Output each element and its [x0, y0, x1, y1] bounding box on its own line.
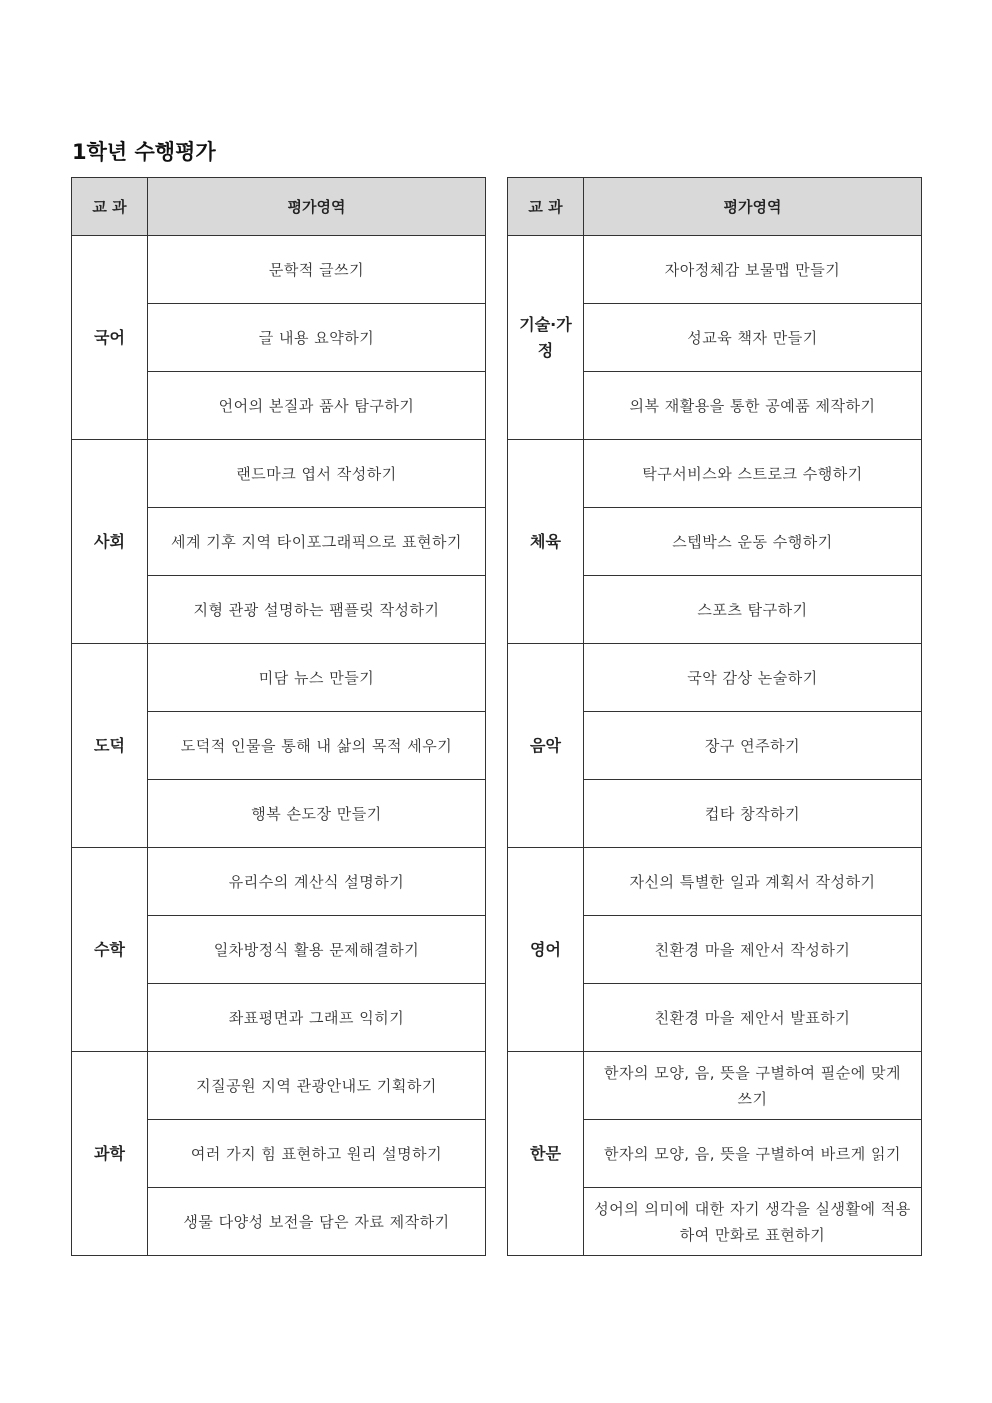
- table-row: [72, 848, 486, 916]
- area-cell: 랜드마크 엽서 작성하기: [148, 440, 486, 508]
- area-cell: 세계 기후 지역 타이포그래픽으로 표현하기: [148, 508, 486, 576]
- table-row: [508, 236, 922, 304]
- area-cell: 자신의 특별한 일과 계획서 작성하기: [584, 848, 922, 916]
- subject-cell: 음악: [508, 644, 584, 848]
- area-cell: 친환경 마을 제안서 작성하기: [584, 916, 922, 984]
- table-row: [508, 644, 922, 712]
- area-cell: 언어의 본질과 품사 탐구하기: [148, 372, 486, 440]
- area-cell: 자아정체감 보물맵 만들기: [584, 236, 922, 304]
- subject-cell: 기술·가정: [508, 236, 584, 440]
- subject-cell: 과학: [72, 1052, 148, 1256]
- table-row: [508, 848, 922, 916]
- area-cell: 국악 감상 논술하기: [584, 644, 922, 712]
- subject-column-header: 교 과: [508, 178, 584, 236]
- table-header-row: [508, 178, 922, 236]
- area-cell: 한자의 모양, 음, 뜻을 구별하여 필순에 맞게 쓰기: [584, 1052, 922, 1120]
- subject-column-header: 교 과: [72, 178, 148, 236]
- left-assessment-table: [71, 177, 486, 1256]
- subject-cell: 영어: [508, 848, 584, 1052]
- area-cell: 장구 연주하기: [584, 712, 922, 780]
- area-column-header: 평가영역: [148, 178, 486, 236]
- area-cell: 도덕적 인물을 통해 내 삶의 목적 세우기: [148, 712, 486, 780]
- area-cell: 문학적 글쓰기: [148, 236, 486, 304]
- subject-cell: 국어: [72, 236, 148, 440]
- subject-cell: 도덕: [72, 644, 148, 848]
- area-cell: 여러 가지 힘 표현하고 원리 설명하기: [148, 1120, 486, 1188]
- area-cell: 글 내용 요약하기: [148, 304, 486, 372]
- table-row: [508, 440, 922, 508]
- table-row: [72, 236, 486, 304]
- subject-cell: 수학: [72, 848, 148, 1052]
- area-cell: 성어의 의미에 대한 자기 생각을 실생활에 적용하여 만화로 표현하기: [584, 1188, 922, 1256]
- subject-cell: 체육: [508, 440, 584, 644]
- table-row: [72, 1052, 486, 1120]
- area-cell: 스포츠 탐구하기: [584, 576, 922, 644]
- area-cell: 성교육 책자 만들기: [584, 304, 922, 372]
- area-cell: 탁구서비스와 스트로크 수행하기: [584, 440, 922, 508]
- area-cell: 친환경 마을 제안서 발표하기: [584, 984, 922, 1052]
- area-cell: 좌표평면과 그래프 익히기: [148, 984, 486, 1052]
- area-cell: 컵타 창작하기: [584, 780, 922, 848]
- table-row: [72, 644, 486, 712]
- area-column-header: 평가영역: [584, 178, 922, 236]
- area-cell: 미담 뉴스 만들기: [148, 644, 486, 712]
- subject-cell: 한문: [508, 1052, 584, 1256]
- area-cell: 행복 손도장 만들기: [148, 780, 486, 848]
- area-cell: 지질공원 지역 관광안내도 기획하기: [148, 1052, 486, 1120]
- right-assessment-table: [507, 177, 922, 1256]
- area-cell: 한자의 모양, 음, 뜻을 구별하여 바르게 읽기: [584, 1120, 922, 1188]
- table-header-row: [72, 178, 486, 236]
- area-cell: 지형 관광 설명하는 팸플릿 작성하기: [148, 576, 486, 644]
- area-cell: 일차방정식 활용 문제해결하기: [148, 916, 486, 984]
- subject-cell: 사회: [72, 440, 148, 644]
- area-cell: 유리수의 계산식 설명하기: [148, 848, 486, 916]
- table-row: [72, 440, 486, 508]
- table-row: [508, 1052, 922, 1120]
- area-cell: 의복 재활용을 통한 공예품 제작하기: [584, 372, 922, 440]
- page-title: 1학년 수행평가: [72, 140, 216, 164]
- area-cell: 스텝박스 운동 수행하기: [584, 508, 922, 576]
- area-cell: 생물 다양성 보전을 담은 자료 제작하기: [148, 1188, 486, 1256]
